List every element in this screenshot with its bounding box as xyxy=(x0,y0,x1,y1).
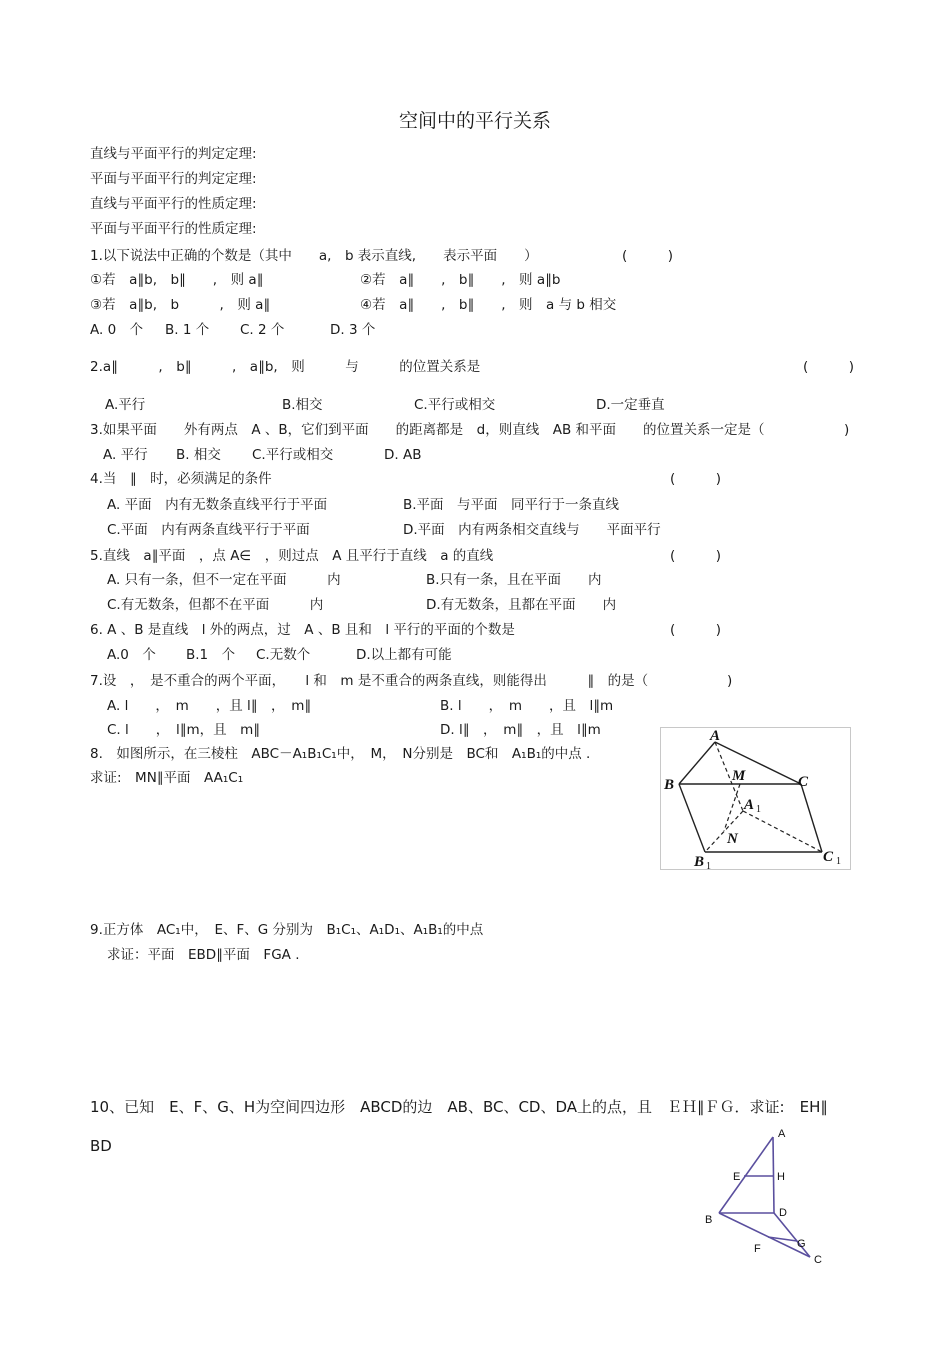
q7-option-a: A. l ， m ，且 l∥ ， m∥ xyxy=(107,698,312,714)
q7-option-c: C. l ， l∥m，且 m∥ xyxy=(107,722,261,738)
q7-stem: 7.设 ， 是不重合的两个平面， l 和 m 是不重合的两条直线，则能得出 ∥ 的是（ xyxy=(90,673,649,689)
edge-a-b xyxy=(719,1137,773,1213)
q2-option-d: D.一定垂直 xyxy=(596,397,665,413)
theorem-line-3: 直线与平面平行的性质定理: xyxy=(90,196,257,212)
page-title: 空间中的平行关系 xyxy=(398,110,551,132)
q5-option-b: B.只有一条，且在平面 内 xyxy=(426,572,602,588)
edge-a-c xyxy=(715,742,801,784)
q3-option-a: A. 平行 xyxy=(103,447,148,463)
q7-option-b: B. l ， m ，且 l∥m xyxy=(440,698,614,714)
q6-stem: 6. A 、B 是直线 l 外的两点，过 A 、B 且和 l 平行的平面的个数是 xyxy=(90,622,515,638)
edge-b-b1 xyxy=(679,784,705,852)
q10-stem-continued: BD xyxy=(90,1137,112,1155)
q5-stem: 5.直线 a∥平面 ，点 A∈ ，则过点 A 且平行于直线 a 的直线 xyxy=(90,548,494,564)
q1-stem: 1.以下说法中正确的个数是（其中 a, b 表示直线, 表示平面 ） xyxy=(90,248,538,264)
edge-d-c xyxy=(774,1213,810,1257)
q1-option-d: D. 3 个 xyxy=(330,322,376,338)
q3-option-b: B. 相交 xyxy=(176,447,221,463)
q2-stem: 2.a∥ , b∥ , a∥b, 则 与 的位置关系是 xyxy=(90,359,481,375)
label-d: D xyxy=(779,1207,787,1219)
q2-option-b: B.相交 xyxy=(282,397,323,413)
q10-stem: 10、已知 E、F、G、H为空间四边形 ABCD的边 AB、BC、CD、DA上的点，且 ＥＨ∥ＦＧ．求证: EH∥ xyxy=(90,1098,828,1116)
q6-option-d: D.以上都有可能 xyxy=(356,647,452,663)
q1-statement-3: ③若 a∥b, b , 则 a∥ xyxy=(90,297,271,313)
q2-option-c: C.平行或相交 xyxy=(414,397,496,413)
q9-stem: 9.正方体 AC₁中， E、F、G 分别为 B₁C₁、A₁D₁、A₁B₁的中点 xyxy=(90,922,484,938)
segment-m-n xyxy=(724,784,740,831)
label-b: B xyxy=(664,777,675,793)
label-e: E xyxy=(733,1171,741,1183)
label-n: N xyxy=(727,831,738,847)
q1-option-b: B. 1 个 xyxy=(165,322,210,338)
q1-statement-2: ②若 a∥ , b∥ , 则 a∥b xyxy=(360,272,561,288)
q5-option-a: A. 只有一条，但不一定在平面 内 xyxy=(107,572,341,588)
q4-option-c: C.平面 内有两条直线平行于平面 xyxy=(107,522,310,538)
q6-option-c: C.无数个 xyxy=(256,647,311,663)
q6-option-b: B.1 个 xyxy=(186,647,236,663)
theorem-line-4: 平面与平面平行的性质定理: xyxy=(90,221,257,237)
q3-option-d: D. AB xyxy=(384,447,422,463)
label-c1: C xyxy=(823,849,834,865)
q5-answer-paren: ( ) xyxy=(670,548,722,564)
q1-statement-1: ①若 a∥b, b∥ , 则 a∥ xyxy=(90,272,264,288)
q8-prove: 求证: MN∥平面 AA₁C₁ xyxy=(90,770,244,786)
label-m: M xyxy=(732,768,746,784)
q7-answer-paren: ) xyxy=(727,673,733,689)
q3-stem: 3.如果平面 外有两点 A 、B，它们到平面 的距离都是 d，则直线 AB 和平面 的位置关系一定是（ xyxy=(90,422,765,438)
q1-option-c: C. 2 个 xyxy=(240,322,285,338)
q6-option-a: A.0 个 xyxy=(107,647,156,663)
subscript-a1: 1 xyxy=(756,804,761,815)
label-g: G xyxy=(797,1238,806,1250)
q4-stem: 4.当 ∥ 时，必须满足的条件 xyxy=(90,471,272,487)
q9-prove: 求证：平面 EBD∥平面 FGA . xyxy=(107,947,300,963)
label-a: A xyxy=(710,728,721,744)
subscript-c1: 1 xyxy=(836,856,841,867)
q2-option-a: A.平行 xyxy=(105,397,146,413)
label-f: F xyxy=(754,1243,761,1255)
label-b: B xyxy=(705,1214,713,1226)
q8-stem: 8. 如图所示，在三棱柱 ABC－A₁B₁C₁中， M， N分别是 BC和 A₁B₁的中点 . xyxy=(90,746,591,762)
q4-option-b: B.平面 与平面 同平行于一条直线 xyxy=(403,497,620,513)
q6-answer-paren: ( ) xyxy=(670,622,722,638)
edge-a-b xyxy=(679,742,715,784)
subscript-b1: 1 xyxy=(706,861,711,871)
edge-a-d xyxy=(773,1137,774,1213)
theorem-line-2: 平面与平面平行的判定定理: xyxy=(90,171,257,187)
q1-option-a: A. 0 个 xyxy=(90,322,144,338)
label-h: H xyxy=(777,1171,785,1183)
edge-c-c1 xyxy=(801,784,822,852)
q1-answer-paren: ( ) xyxy=(622,248,674,264)
q5-option-c: C.有无数条，但都不在平面 内 xyxy=(107,597,324,613)
q2-answer-paren: ( ) xyxy=(803,359,855,375)
q7-option-d: D. l∥ ， m∥ ，且 l∥m xyxy=(440,722,601,738)
theorem-line-1: 直线与平面平行的判定定理: xyxy=(90,146,257,162)
prism-figure xyxy=(660,727,852,871)
label-b1: B xyxy=(694,854,705,870)
q3-option-c: C.平行或相交 xyxy=(252,447,334,463)
q1-statement-4: ④若 a∥ , b∥ , 则 a 与 b 相交 xyxy=(360,297,617,313)
label-a1: A xyxy=(744,797,755,813)
label-c: C xyxy=(798,774,809,790)
q4-option-a: A. 平面 内有无数条直线平行于平面 xyxy=(107,497,328,513)
q5-option-d: D.有无数条，且都在平面 内 xyxy=(426,597,617,613)
q3-answer-paren: ) xyxy=(844,422,850,438)
label-c: C xyxy=(814,1254,822,1266)
edge-a1-c1 xyxy=(743,811,822,852)
edge-b-c xyxy=(719,1213,810,1257)
q4-option-d: D.平面 内有两条相交直线与 平面平行 xyxy=(403,522,661,538)
quadrilateral-figure xyxy=(700,1120,830,1270)
q4-answer-paren: ( ) xyxy=(670,471,722,487)
label-a: A xyxy=(778,1128,786,1140)
